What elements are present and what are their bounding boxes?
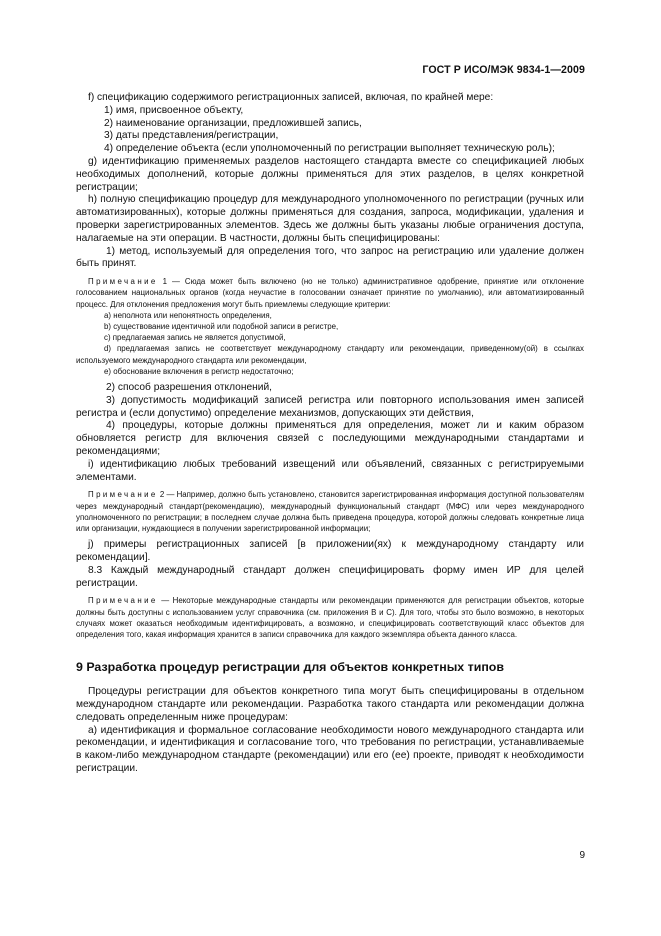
body-paragraph: 1) метод, используемый для определения того, что запрос на регистрацию или удаление должен быть принят. [76,245,584,270]
body-paragraph: 3) допустимость модификаций записей регистра или повторного использования имен записей регистра и (если допустимо) определение механизмов, допускающих эти действия, [76,394,584,419]
note-label: Примечание [88,277,158,287]
body-paragraph: 2) наименование организации, предложившей запись, [104,117,362,129]
body-paragraph: 3) даты представления/регистрации, [104,130,279,142]
note-paragraph: c) предлагаемая запись не является допустимой, [104,333,286,343]
body-paragraph: j) примеры регистрационных записей [в приложении(ях) к международному стандарту или рекомендации]. [76,539,584,563]
body-paragraph: 4) определение объекта (если уполномоченный по регистрации выполняет техническую роль); [104,143,555,155]
page-number: 9 [579,850,585,861]
body-paragraph: 4) процедуры, которые должны применяться для определения, может ли и каким образом обновляется регистр для включения связей с последующими международными стандартами и рекомендациями; [76,420,584,457]
body-paragraph: 2) способ разрешения отклонений, [106,381,272,393]
body-paragraph: 8.3 Каждый международный стандарт должен специфицировать форму имен ИР для целей регистрации. [76,564,584,589]
note-paragraph: a) неполнота или непонятность определения, [104,310,272,320]
body-paragraph: h) полную спецификацию процедур для международного уполномоченного по регистрации (ручных или автоматизированных), которые должны применяться для создания, запроса, модификации, удаления и проверки зарегистрированных элементов. Здесь же должны быть указаны любые ограничения доступа, налагаемые на эти операции. В частности, должны быть специфицированы: [76,194,584,244]
note-label: Примечание [88,490,158,500]
note-text: — Некоторые международные стандарты или рекомендации применяются для регистрации объектов, которые должны быть доступны с использованием услуг справочника (см. приложения В и С). Для того, чтобы это было возможно, в некоторых случаях может оказаться необходимым идентифицировать, а возможно, и специфицировать соответствующий класс объектов для определения того, какая информация хранится в записи справочника для каждого экземпляра объекта данного класса. [76,596,584,639]
body-paragraph: i) идентификацию любых требований извещений или объявлений, связанных с регистрируемыми элементами. [76,458,584,483]
document-body [76,92,584,776]
body-paragraph: 1) имя, присвоенное объекту, [104,104,244,116]
note-text: 2 — Например, должно быть установлено, становится зарегистрированная информация доступной пользователям через международный стандарт(рекомендацию), международный функциональный стандарт (МФС) или через международного уполномоченного по регистрации; в последнем случае должна быть приведена процедура, которой должны следовать конкретные лица или организации, нуждающиеся в получении зарегистрированной информации; [76,490,584,533]
body-paragraph: Процедуры регистрации для объектов конкретного типа могут быть специфицированы в отдельном международном стандарте или рекомендации. Разработка такого стандарта или рекомендации должна следовать определенным ниже процедурам: [76,686,584,723]
note-paragraph: e) обоснование включения в регистр недостаточно; [104,366,294,376]
section-heading: 9 Разработка процедур регистрации для объектов конкретных типов [76,660,504,675]
note-paragraph [76,276,584,310]
note-paragraph [76,595,584,640]
note-paragraph [76,489,584,534]
note-label: Примечание [88,596,158,606]
note-paragraph: d) предлагаемая запись не соответствует международному стандарту или рекомендации, приведенному(ой) в ссылках используемого международного стандарта или рекомендации, [76,344,584,365]
body-paragraph: a) идентификация и формальное согласование необходимости нового международного стандарта или рекомендации, и идентификация и согласование того, что требования по регистрации, устанавливаемые в каком-либо международном стандарте (рекомендации) или его (ее) проекте, приводят к необходимости регистрации. [76,724,584,774]
body-paragraph: g) идентификацию применяемых разделов настоящего стандарта вместе со спецификацией любых необходимых дополнений, которые должны применяться для этих разделов, в целях конкретной регистрации; [76,155,584,193]
note-paragraph: b) существование идентичной или подобной записи в регистре, [104,321,339,331]
standard-code-header: ГОСТ Р ИСО/МЭК 9834-1—2009 [422,64,585,76]
note-text: 1 — Сюда может быть включено (но не только) административное одобрение, принятие или отклонение голосованием национальных органов (когда неучастие в голосовании означает принятие по умолчанию), или автоматизированный процесс. Для отклонения предложения могут быть приемлемы следующие критерии: [76,277,584,309]
body-paragraph: f) спецификацию содержимого регистрационных записей, включая, по крайней мере: [88,92,494,103]
